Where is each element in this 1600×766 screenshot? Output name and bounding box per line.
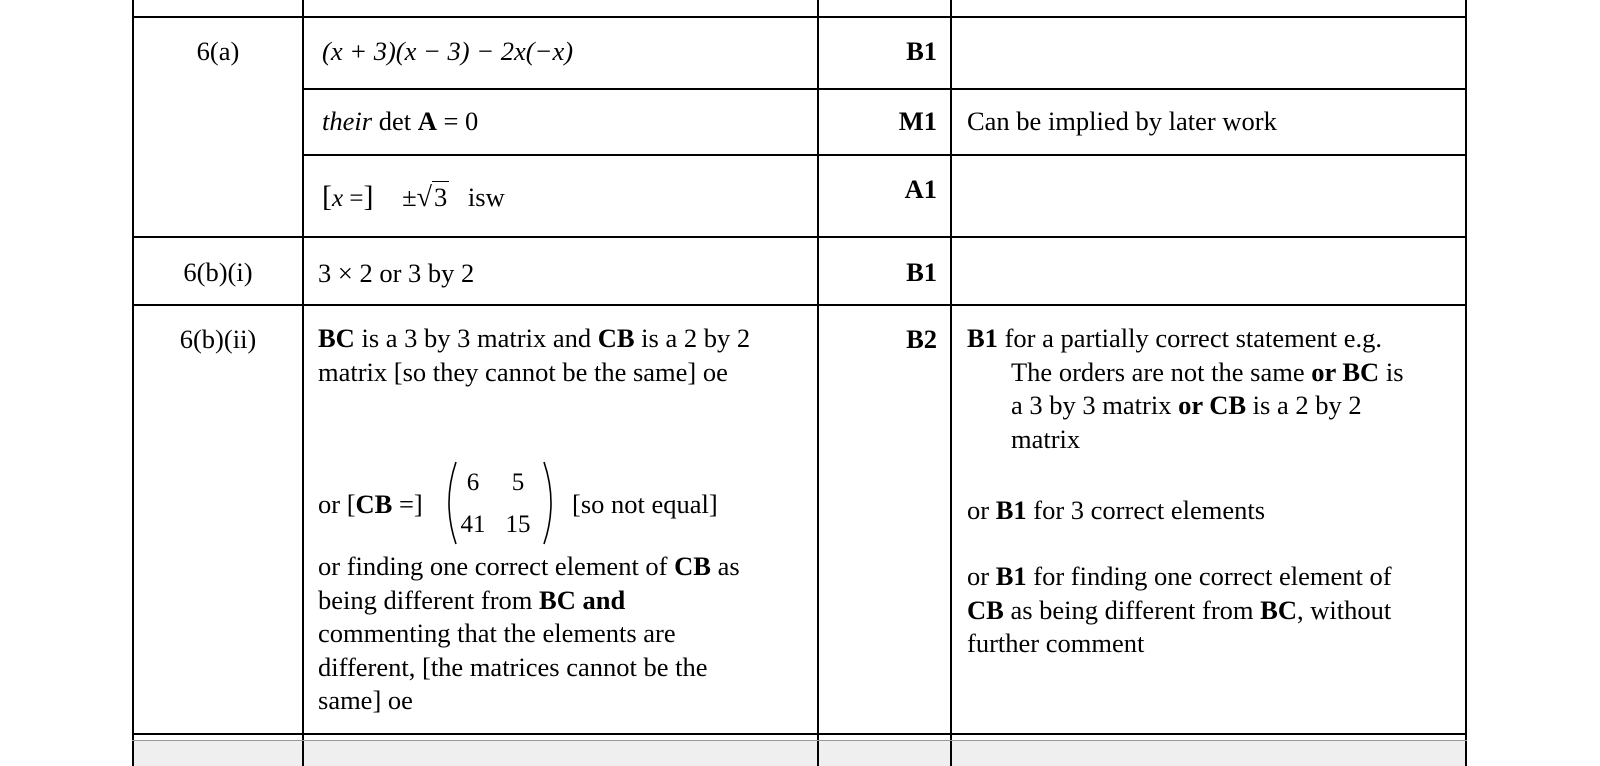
question-number: 6(b)(ii) bbox=[179, 324, 257, 354]
mark-code: B2 bbox=[906, 324, 937, 354]
answer-text: or finding one correct element of CB as being different from BC and commenting that the elements are different, [the matrices cannot be the same] oe bbox=[318, 551, 740, 715]
answer-text: [so not equal] bbox=[572, 489, 718, 519]
guidance-text: or B1 for finding one correct element of CB as being different from BC, without further comment bbox=[967, 561, 1392, 658]
answer-text: 3 × 2 or 3 by 2 bbox=[318, 258, 475, 288]
table-bottom-rule bbox=[132, 733, 1467, 735]
answer-text: BC is a 3 by 3 matrix and CB is a 2 by 2 matrix [so they cannot be the same] oe bbox=[318, 323, 751, 387]
col-rule bbox=[1465, 0, 1467, 766]
guidance-text: or B1 for 3 correct elements bbox=[967, 495, 1266, 525]
matrix-cell: 15 bbox=[505, 511, 531, 538]
matrix-cell: 41 bbox=[460, 511, 486, 538]
row-rule bbox=[132, 236, 1467, 238]
table-top-rule bbox=[132, 16, 1467, 18]
row-rule bbox=[303, 88, 1467, 90]
col-rule bbox=[132, 740, 134, 766]
mark-code: B1 bbox=[906, 36, 937, 66]
col-rule bbox=[1465, 740, 1467, 766]
row-rule bbox=[303, 154, 1467, 156]
mark-code: A1 bbox=[904, 174, 937, 204]
col-rule bbox=[817, 0, 819, 766]
answer-text: or [CB =] bbox=[318, 489, 423, 519]
guidance-text: B1 for a partially correct statement e.g. The orders are not the same or BC is a 3 by 3 matrix or CB is a 2 by 2 matrix bbox=[967, 323, 1404, 454]
mark-code: B1 bbox=[906, 257, 937, 287]
col-rule bbox=[132, 0, 134, 766]
answer-text: (x + 3)(x − 3) − 2x(−x) bbox=[322, 36, 574, 66]
next-row-strip bbox=[132, 740, 1467, 766]
mark-code: M1 bbox=[898, 106, 937, 136]
answer-text: their det A = 0 bbox=[322, 106, 479, 136]
question-number: 6(a) bbox=[196, 36, 240, 66]
row-rule bbox=[132, 740, 1467, 741]
question-number: 6(b)(i) bbox=[183, 257, 253, 287]
col-rule bbox=[950, 0, 952, 766]
answer-text: [x =] ±√3 isw bbox=[322, 180, 505, 213]
right-paren bbox=[540, 460, 560, 546]
row-rule bbox=[132, 304, 1467, 306]
col-rule bbox=[950, 740, 952, 766]
matrix-cell: 6 bbox=[466, 469, 480, 496]
cb-matrix bbox=[440, 460, 560, 546]
matrix-cell: 5 bbox=[511, 469, 525, 496]
guidance-text: Can be implied by later work bbox=[967, 106, 1277, 136]
col-rule bbox=[302, 740, 304, 766]
col-rule bbox=[302, 0, 304, 766]
col-rule bbox=[817, 740, 819, 766]
